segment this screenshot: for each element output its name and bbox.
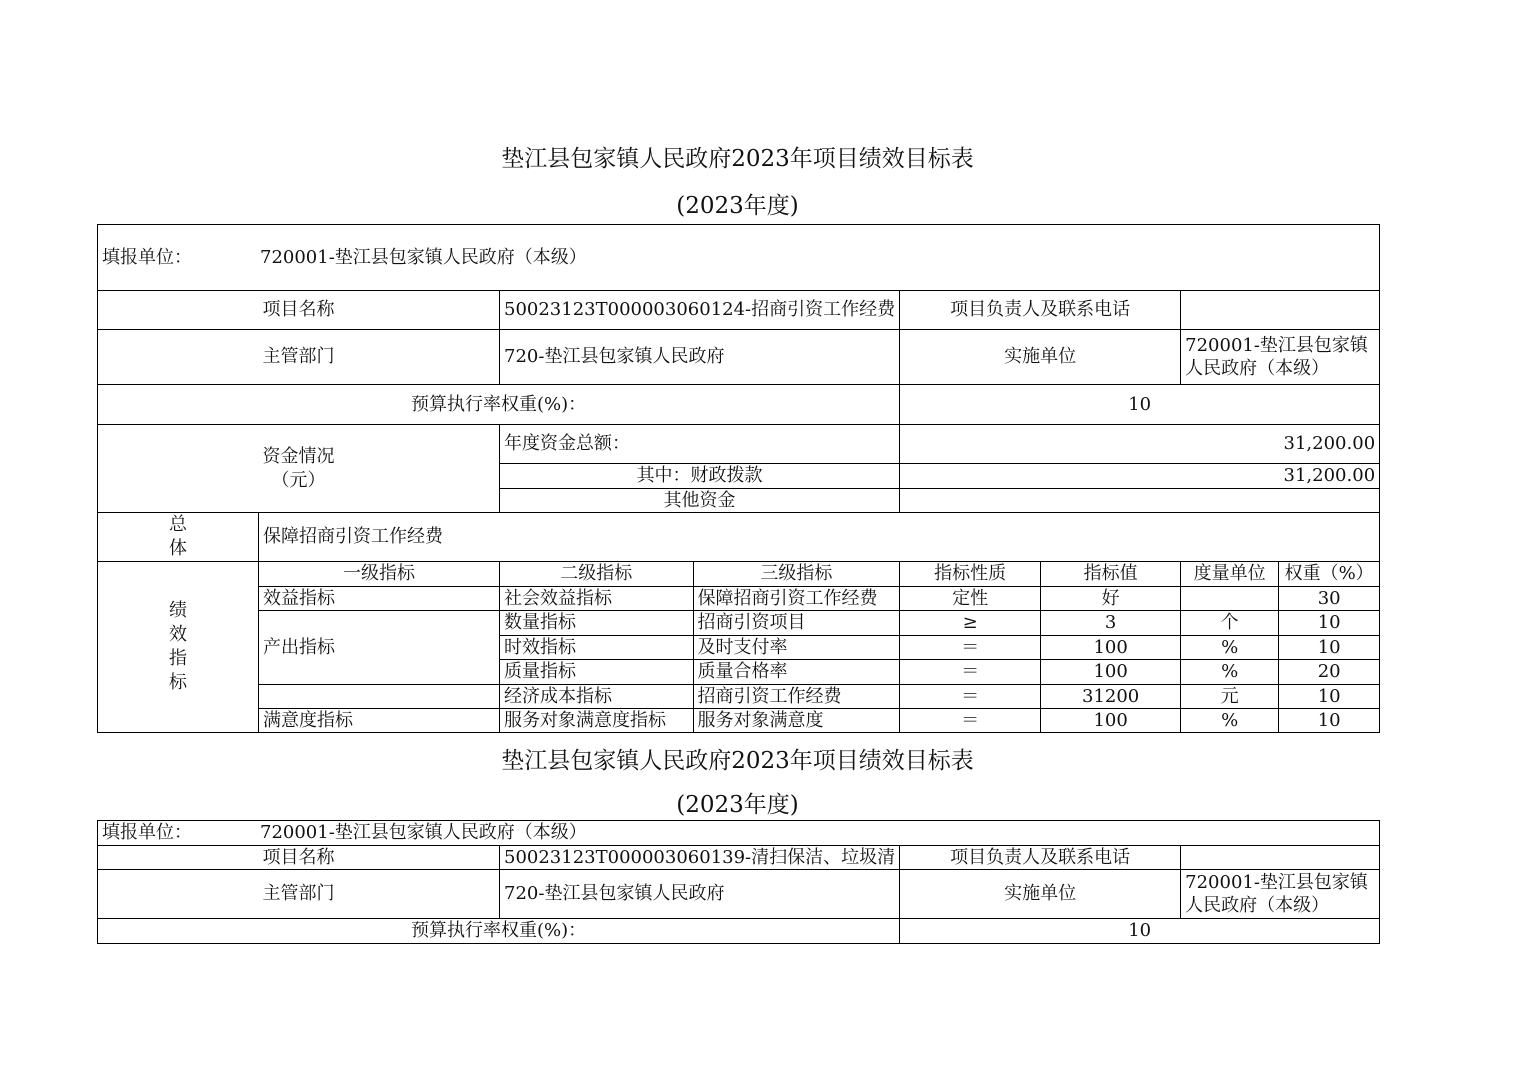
leader-label: 项目负责人及联系电话 <box>900 846 1181 870</box>
row-level2: 数量指标 <box>500 611 694 636</box>
indicator-row <box>98 611 1380 636</box>
overall-label-1: 总 <box>169 514 187 535</box>
annual-total-row <box>98 425 1380 464</box>
doc1-year: (2023年度) <box>676 193 799 219</box>
fill-unit-cell <box>98 225 1380 291</box>
row-value: 31200 <box>1041 685 1181 709</box>
row-value: 100 <box>1041 660 1181 685</box>
row-level1 <box>259 685 500 709</box>
row-unit: % <box>1181 660 1279 685</box>
row-weight: 10 <box>1279 709 1380 733</box>
leader-value <box>1181 846 1380 870</box>
other-funds-label: 其他资金 <box>500 489 900 513</box>
fill-unit-value: 720001-垫江县包家镇人民政府（本级） <box>260 822 587 843</box>
row-level3: 保障招商引资工作经费 <box>693 587 900 611</box>
row-level1: 产出指标 <box>259 611 500 685</box>
header-level3: 三级指标 <box>693 562 900 587</box>
budget-weight-value: 10 <box>900 919 1380 944</box>
row-nature: ＝ <box>900 685 1041 709</box>
doc2-title: 垫江县包家镇人民政府2023年项目绩效目标表 <box>501 748 974 774</box>
budget-weight-label: 预算执行率权重(%)： <box>98 385 900 425</box>
perf-label-char: 标 <box>169 672 187 693</box>
annual-total-label: 年度资金总额： <box>500 425 900 464</box>
row-weight: 10 <box>1279 685 1380 709</box>
dept-value: 720-垫江县包家镇人民政府 <box>500 870 900 919</box>
leader-label: 项目负责人及联系电话 <box>900 291 1181 330</box>
row-nature: 定性 <box>900 587 1041 611</box>
indicator-row <box>98 709 1380 733</box>
overall-row <box>98 513 1380 562</box>
row-level2: 服务对象满意度指标 <box>500 709 694 733</box>
fill-unit-row <box>98 821 1380 846</box>
row-level3: 招商引资项目 <box>693 611 900 636</box>
budget-weight-row <box>98 919 1380 944</box>
budget-weight-label: 预算执行率权重(%)： <box>98 919 900 944</box>
perf-label-char: 绩 <box>169 600 187 621</box>
doc2-year: (2023年度) <box>676 792 799 818</box>
row-unit <box>1181 587 1279 611</box>
row-value: 3 <box>1041 611 1181 636</box>
overall-label-cell <box>98 513 259 562</box>
row-nature: ＝ <box>900 660 1041 685</box>
budget-weight-value: 10 <box>900 385 1380 425</box>
row-unit: % <box>1181 636 1279 660</box>
row-value: 100 <box>1041 636 1181 660</box>
row-nature: ＝ <box>900 636 1041 660</box>
row-unit: 个 <box>1181 611 1279 636</box>
row-level3: 质量合格率 <box>693 660 900 685</box>
project-name-row <box>98 291 1380 330</box>
dept-row <box>98 330 1380 385</box>
fill-unit-row <box>98 225 1380 291</box>
row-level2: 时效指标 <box>500 636 694 660</box>
row-level1: 满意度指标 <box>259 709 500 733</box>
header-weight: 权重（%） <box>1279 562 1380 587</box>
row-unit: 元 <box>1181 685 1279 709</box>
impl-value: 720001-垫江县包家镇人民政府（本级） <box>1181 870 1380 919</box>
project-name-value: 50023123T000003060124-招商引资工作经费 <box>500 291 900 330</box>
impl-label: 实施单位 <box>900 870 1181 919</box>
row-weight: 10 <box>1279 636 1380 660</box>
row-weight: 20 <box>1279 660 1380 685</box>
row-level3: 及时支付率 <box>693 636 900 660</box>
leader-value <box>1181 291 1380 330</box>
header-level2: 二级指标 <box>500 562 694 587</box>
doc1-table <box>97 224 1380 733</box>
fill-unit-label: 填报单位： <box>102 822 192 843</box>
overall-value: 保障招商引资工作经费 <box>259 513 1380 562</box>
indicator-row <box>98 685 1380 709</box>
perf-label-cell <box>98 562 259 733</box>
header-unit: 度量单位 <box>1181 562 1279 587</box>
indicator-header-row <box>98 562 1380 587</box>
row-value: 100 <box>1041 709 1181 733</box>
perf-label-char: 效 <box>169 624 187 645</box>
header-nature: 指标性质 <box>900 562 1041 587</box>
project-name-value: 50023123T000003060139-清扫保洁、垃圾清 <box>500 846 900 870</box>
fill-unit-label: 填报单位： <box>102 246 192 268</box>
row-unit: % <box>1181 709 1279 733</box>
dept-value: 720-垫江县包家镇人民政府 <box>500 330 900 385</box>
fill-unit-value: 720001-垫江县包家镇人民政府（本级） <box>260 246 587 268</box>
row-nature: ＝ <box>900 709 1041 733</box>
fiscal-value: 31,200.00 <box>900 464 1380 489</box>
fill-unit-cell <box>98 821 1380 846</box>
dept-label: 主管部门 <box>98 330 500 385</box>
impl-label: 实施单位 <box>900 330 1181 385</box>
project-name-label: 项目名称 <box>98 291 500 330</box>
funds-unit: （元） <box>271 469 326 491</box>
funds-label: 资金情况 <box>262 445 335 467</box>
row-value: 好 <box>1041 587 1181 611</box>
dept-row <box>98 870 1380 919</box>
row-weight: 10 <box>1279 611 1380 636</box>
row-level3: 招商引资工作经费 <box>693 685 900 709</box>
indicator-row <box>98 587 1380 611</box>
row-weight: 30 <box>1279 587 1380 611</box>
funds-label-cell <box>98 425 500 513</box>
project-name-row <box>98 846 1380 870</box>
other-funds-value <box>900 489 1380 513</box>
dept-label: 主管部门 <box>98 870 500 919</box>
row-level3: 服务对象满意度 <box>693 709 900 733</box>
row-level1: 效益指标 <box>259 587 500 611</box>
row-level2: 社会效益指标 <box>500 587 694 611</box>
doc1-title: 垫江县包家镇人民政府2023年项目绩效目标表 <box>501 146 974 172</box>
impl-value: 720001-垫江县包家镇人民政府（本级） <box>1181 330 1380 385</box>
perf-label-char: 指 <box>169 648 187 669</box>
project-name-label: 项目名称 <box>98 846 500 870</box>
overall-label-2: 体 <box>169 538 187 559</box>
doc2-table <box>97 820 1380 944</box>
fiscal-label: 其中：财政拨款 <box>500 464 900 489</box>
row-level2: 质量指标 <box>500 660 694 685</box>
annual-total-value: 31,200.00 <box>900 425 1380 464</box>
row-level2: 经济成本指标 <box>500 685 694 709</box>
budget-weight-row <box>98 385 1380 425</box>
header-level1: 一级指标 <box>259 562 500 587</box>
header-value: 指标值 <box>1041 562 1181 587</box>
row-nature: ≥ <box>900 611 1041 636</box>
